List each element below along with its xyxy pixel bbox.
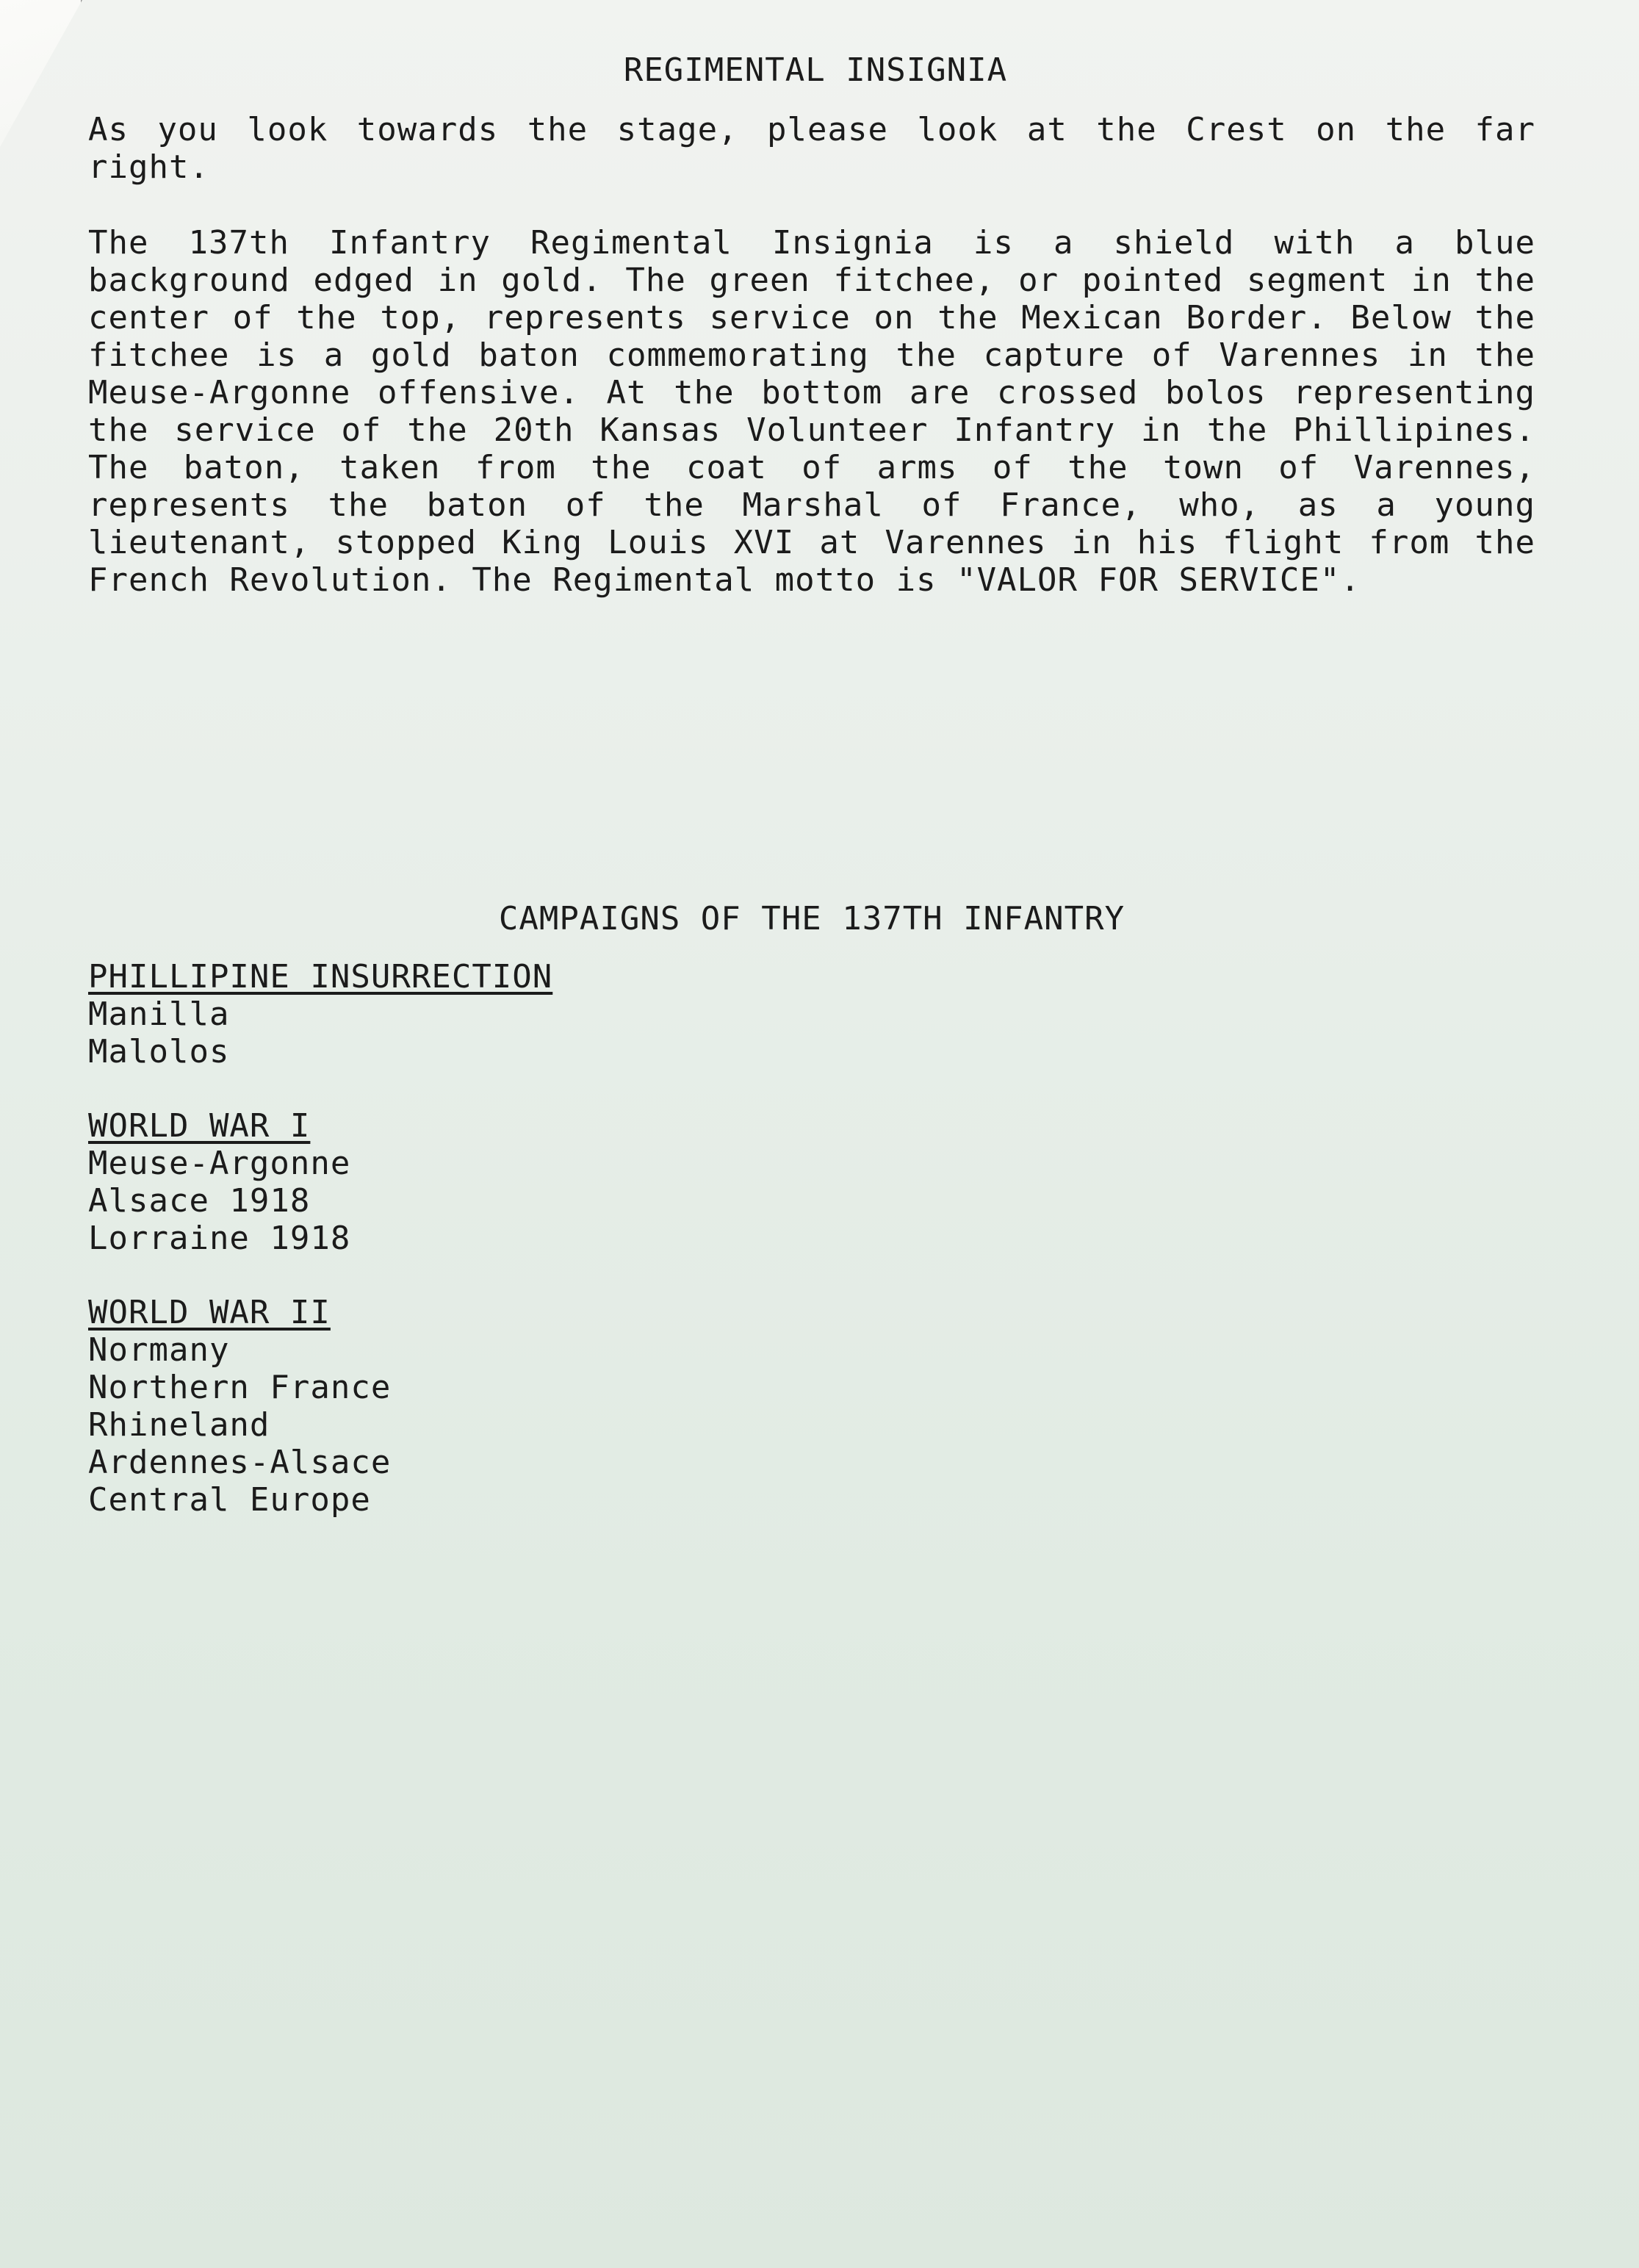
campaign-section-ww2 [88, 1294, 1535, 1519]
paragraph-insignia: The 137th Infantry Regimental Insignia is a shield with a blue background edged in gold. The green fitchee, or pointed segment in the center of the top, represents service on the Mexican Border. Below the fitchee is a gold baton commemorating the capture of Varennes in the Meuse-Argonne offensive. At the bottom are crossed bolos representing the service of the 20th Kansas Volunteer Infantry in the Phillipines. The baton, taken from the coat of arms of the town of Varennes, represents the baton of the Marshal of France, who, as a young lieutenant, stopped King Louis XVI at Varennes in his flight from the French Revolution. The Regimental motto is "VALOR FOR SERVICE". [88, 224, 1535, 599]
campaign-heading: WORLD WAR II [88, 1294, 331, 1331]
document-title: REGIMENTAL INSIGNIA [623, 51, 1008, 89]
campaign-item: Normany [88, 1331, 230, 1369]
folded-corner [0, 0, 82, 147]
campaign-item: Rhineland [88, 1406, 270, 1444]
paragraph-intro: As you look towards the stage, please look at the Crest on the far right. [88, 111, 1535, 186]
campaign-item: Lorraine 1918 [88, 1220, 351, 1257]
campaign-item: Meuse-Argonne [88, 1145, 351, 1182]
campaign-item: Manilla [88, 996, 230, 1033]
campaign-item: Ardennes-Alsace [88, 1444, 392, 1481]
campaign-item: Alsace 1918 [88, 1182, 311, 1220]
campaign-section-ww1 [88, 1107, 1535, 1257]
campaign-item: Northern France [88, 1369, 392, 1406]
campaign-item: Malolos [88, 1033, 230, 1070]
campaign-heading: WORLD WAR I [88, 1107, 311, 1145]
campaign-item: Central Europe [88, 1481, 371, 1519]
campaign-section-phillipine [88, 958, 1535, 1070]
campaign-heading: PHILLIPINE INSURRECTION [88, 958, 553, 996]
document-body [88, 51, 1535, 1519]
campaigns-title: CAMPAIGNS OF THE 137TH INFANTRY [498, 900, 1125, 937]
